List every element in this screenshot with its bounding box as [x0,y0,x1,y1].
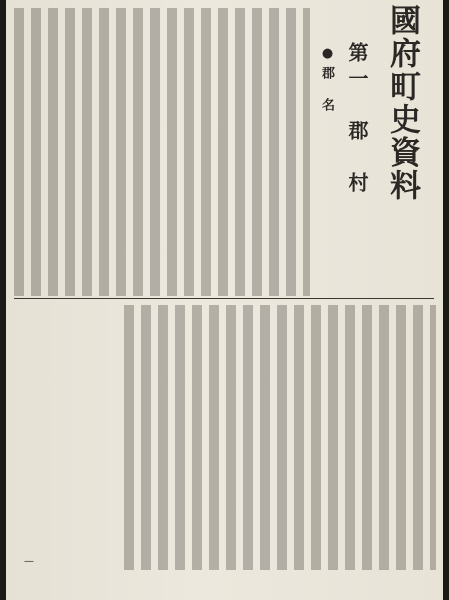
page-marker: — [24,556,34,567]
section-heading: 郡 名 [319,66,334,114]
book-page [6,0,443,600]
upper-body-text-block [14,8,310,296]
lower-body-text-block [124,305,436,570]
chapter-heading: 第一 郡 村 [345,42,369,198]
divider-rule [14,298,434,299]
book-title: 國府町史資料 [384,4,420,202]
section-bullet: ● [320,46,335,61]
